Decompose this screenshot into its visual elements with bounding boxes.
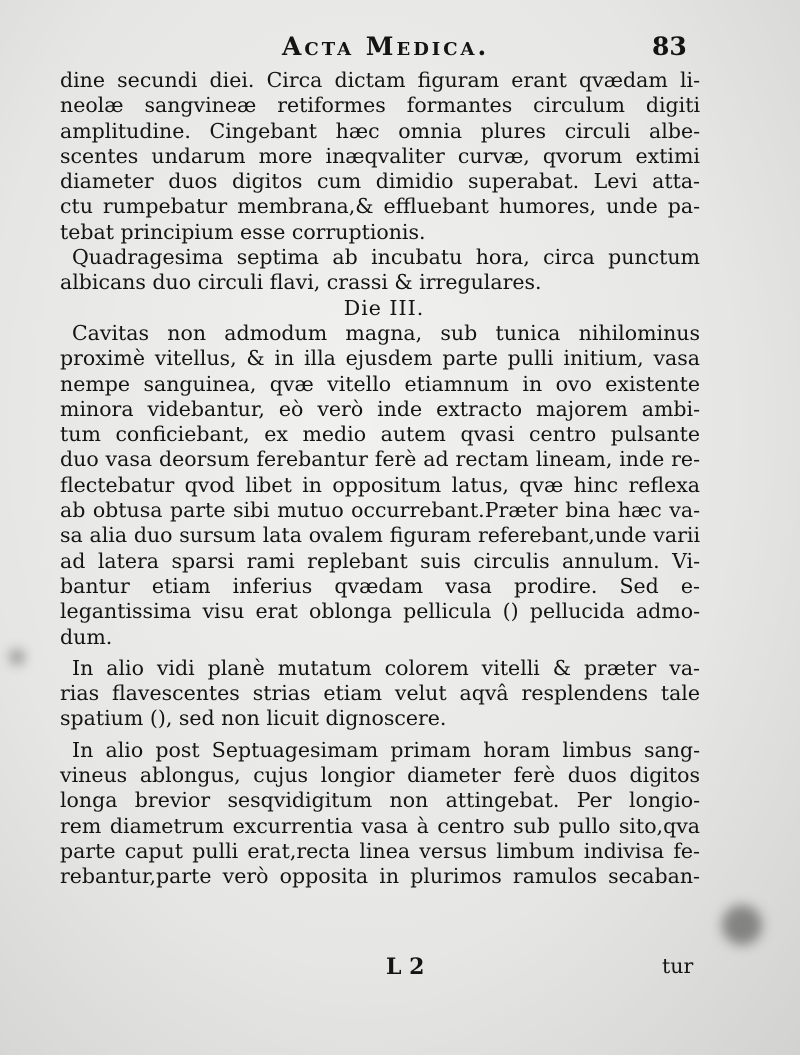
text-line: dine secundi diei. Circa dictam figuram erant qvædam li- <box>60 68 700 92</box>
text-line: rem diametrum excurrentia vasa à centro sub pullo sito,qva <box>60 813 700 838</box>
text-line: nempe sanguinea, qvæ vitello etiamnum in ovo existente <box>60 371 700 396</box>
text-line: Quadragesima septima ab incubatu hora, circa punctum <box>72 245 700 270</box>
text-line: legantissima visu erat oblonga pellicula () pellucida admo- <box>60 599 700 624</box>
signature-mark: L 2 <box>386 954 425 980</box>
text-line: diameter duos digitos cum dimidio superabat. Levi atta- <box>60 169 700 194</box>
text-line: ad latera sparsi rami replebant suis circulis annulum. Vi- <box>60 548 700 573</box>
text-line: minora videbantur, eò verò inde extracto majorem ambi- <box>60 396 700 421</box>
text-line: longa brevior sesqvidigitum non attingebat. Per longio- <box>60 788 700 813</box>
text-line: proximè vitellus, & in illa ejusdem parte pulli initium, vasa <box>60 346 700 371</box>
text-line: tebat principium esse corruptionis. <box>60 219 426 244</box>
text-line: Cavitas non admodum magna, sub tunica nihilominus <box>72 320 700 345</box>
text-line: amplitudine. Cingebant hæc omnia plures circuli albe- <box>60 118 700 143</box>
text-line: scentes undarum more inæqvaliter curvæ, qvorum extimi <box>60 143 700 168</box>
text-line: ab obtusa parte sibi mutuo occurrebant.Præter bina hæc va- <box>60 498 700 523</box>
section-heading: Die III. <box>343 295 425 320</box>
running-head <box>0 30 800 66</box>
page-number: 83 <box>652 32 687 61</box>
text-line: albicans duo circuli flavi, crassi & irregulares. <box>60 270 542 295</box>
ink-spot <box>10 650 24 664</box>
text-line: flectebatur qvod libet in oppositum latus, qvæ hinc reflexa <box>60 472 700 497</box>
page-footer <box>0 950 800 984</box>
text-line: duo vasa deorsum ferebantur ferè ad rectam lineam, inde re- <box>60 447 700 472</box>
text-line: parte caput pulli erat,recta linea versus limbum indivisa fe- <box>60 838 700 863</box>
catchword: tur <box>662 954 694 978</box>
text-line: ctu rumpebatur membrana,& effluebant humores, unde pa- <box>60 194 700 219</box>
text-line: vineus ablongus, cujus longior diameter ferè duos digitos <box>60 763 700 788</box>
text-line: neolæ sangvineæ retiformes formantes circulum digiti <box>60 93 700 118</box>
paper-stain <box>722 905 762 945</box>
text-line: bantur etiam inferius qvædam vasa prodire. Sed e- <box>60 573 700 598</box>
text-line: rias flavescentes strias etiam velut aqvâ resplendens tale <box>60 681 700 706</box>
text-line: In alio post Septuagesimam primam horam limbus sang- <box>72 737 700 762</box>
text-line: dum. <box>60 624 113 649</box>
text-line: sa alia duo sursum lata ovalem figuram referebant,unde varii <box>60 523 700 548</box>
text-line: tum conficiebant, ex medio autem qvasi centro pulsante <box>60 422 700 447</box>
body-text <box>60 68 700 890</box>
text-line: rebantur,parte verò opposita in plurimos ramulos secaban- <box>60 864 700 889</box>
text-line: spatium (), sed non licuit dignoscere. <box>60 706 447 731</box>
text-line: In alio vidi planè mutatum colorem vitelli & præter va- <box>72 655 700 680</box>
running-title: Acta Medica. <box>282 32 490 61</box>
